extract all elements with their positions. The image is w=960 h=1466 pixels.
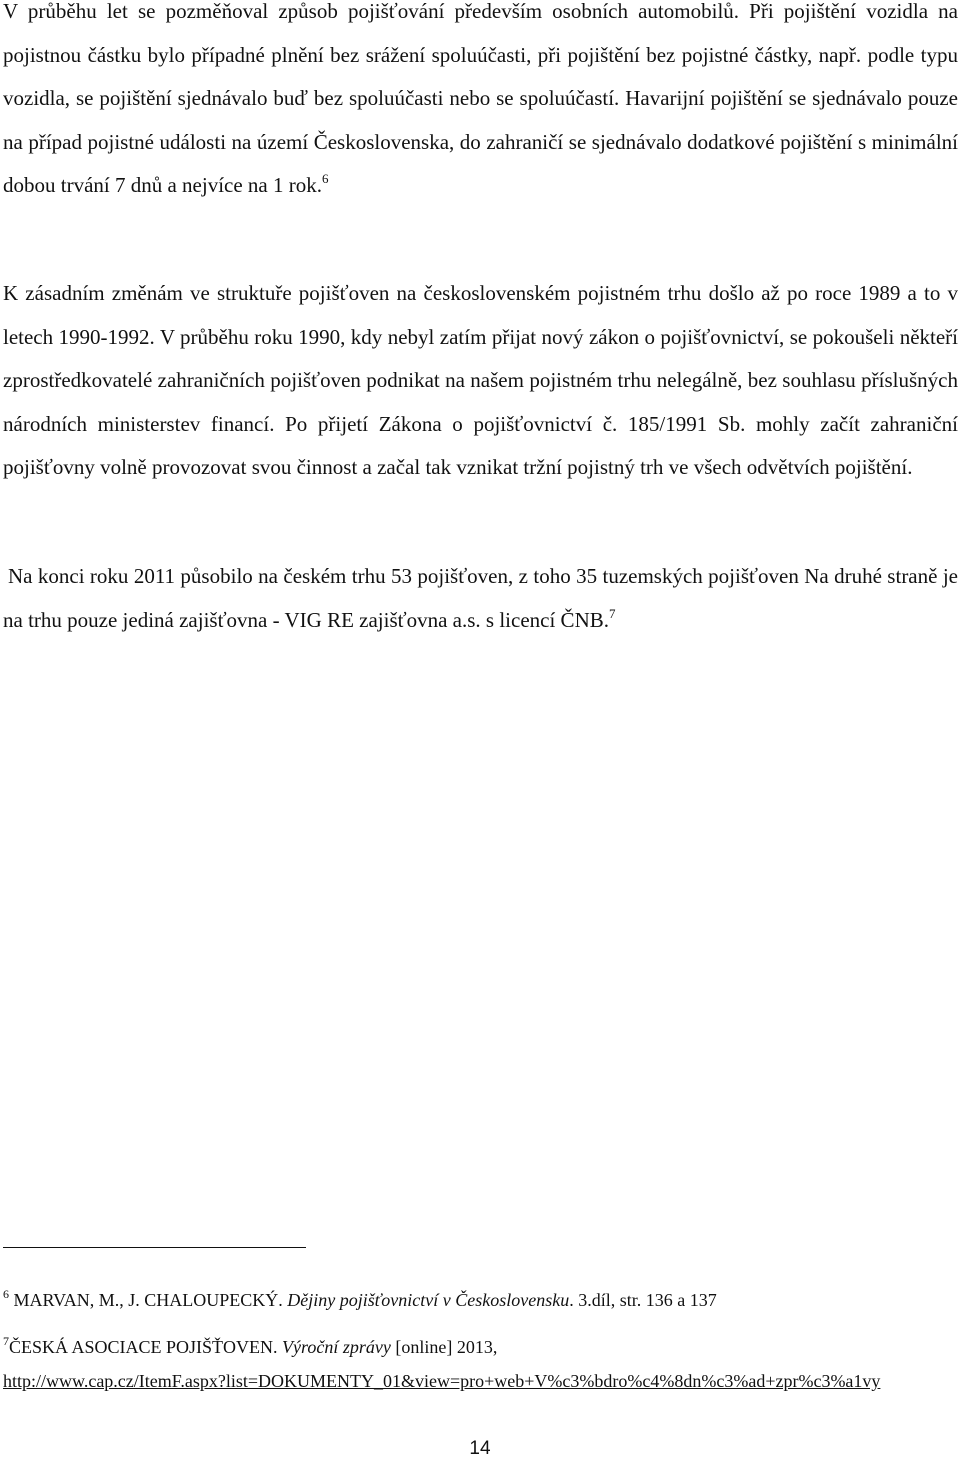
paragraph-market-2011	[3, 555, 958, 642]
footnote-details: . 3.díl, str. 136 a 137	[569, 1290, 717, 1310]
footnote-7	[3, 1330, 958, 1398]
footnote-number: 6	[3, 1287, 9, 1301]
paragraph-text: Na konci roku 2011 působilo na českém trhu 53 pojišťoven, z toho 35 tuzemských pojišťoven Na druhé straně je na trhu pouze jediná zajišťovna - VIG RE zajišťovna a.s. s licencí ČNB.	[3, 564, 958, 632]
footnote-authors: MARVAN, M., J. CHALOUPECKÝ.	[13, 1290, 283, 1310]
footnote-6	[3, 1283, 958, 1317]
page-number: 14	[469, 1438, 491, 1459]
footnote-ref-7[interactable]: 7	[609, 605, 616, 621]
paragraph-text: V průběhu let se pozměňoval způsob pojišťování především osobních automobilů. Při pojištění vozidla na pojistnou částku bylo případné plnění bez srážení spoluúčasti, při pojištění bez pojistné částky, např. podle typu vozidla, se pojištění sjednávalo buď bez spoluúčasti nebo se spoluúčastí. Havarijní pojištění se sjednávalo pouze na případ pojistné události na území Československa, do zahraničí se sjednávalo dodatkové pojištění s minimální dobou trvání 7 dnů a nejvíce na 1 rok.	[3, 0, 958, 197]
footnote-title: Dějiny pojišťovnictví v Československu	[287, 1290, 570, 1310]
footnote-ref-6[interactable]: 6	[322, 171, 329, 186]
footnote-separator	[3, 1247, 306, 1248]
footnote-number: 7	[3, 1334, 9, 1348]
footnote-title: Výroční zprávy	[282, 1337, 391, 1357]
footnote-details: [online] 2013,	[395, 1337, 498, 1357]
footnote-authors: ČESKÁ ASOCIACE POJIŠŤOVEN.	[9, 1337, 278, 1357]
paragraph-market-changes	[3, 272, 958, 490]
paragraph-car-insurance-history	[3, 0, 958, 208]
paragraph-text: K zásadním změnám ve struktuře pojišťoven na československém pojistném trhu došlo až po roce 1989 a to v letech 1990-1992. V průběhu roku 1990, kdy nebyl zatím přijat nový zákon o pojišťovnictví, se pokoušeli někteří zprostředkovatelé zahraničních pojišťoven podnikat na našem pojistném trhu nelegálně, bez souhlasu příslušných národních ministerstev financí. Po přijetí Zákona o pojišťovnictví č. 185/1991 Sb. mohly začít zahraniční pojišťovny volně provozovat svou činnost a začal tak vznikat tržní pojistný trh ve všech odvětvích pojištění.	[3, 281, 958, 479]
footnote-link[interactable]: http://www.cap.cz/ItemF.aspx?list=DOKUMENTY_01&view=pro+web+V%c3%bdro%c4%8dn%c3%ad+zpr%c3%a1vy	[3, 1371, 881, 1391]
